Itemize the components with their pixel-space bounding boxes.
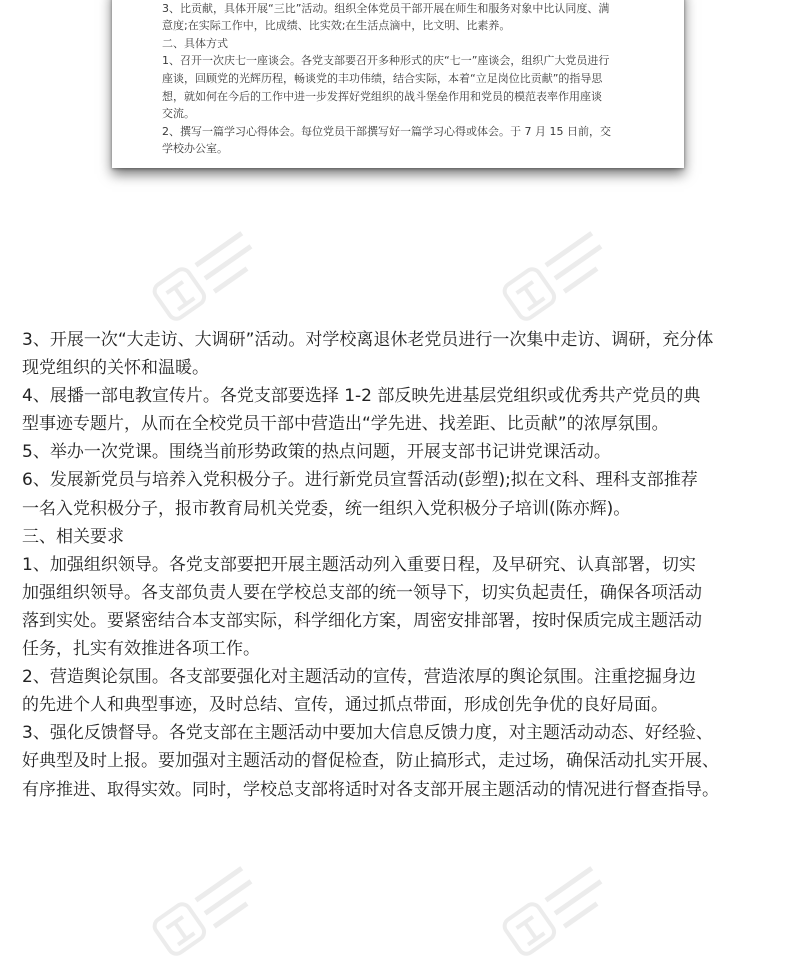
document-body bbox=[22, 326, 792, 804]
paragraph-line: 3、开展一次“大走访、大调研”活动。对学校离退休老党员进行一次集中走访、调研，充分体 bbox=[22, 330, 714, 350]
paragraph-line: 6、发展新党员与培养入党积极分子。进行新党员宣誓活动(彭塑);拟在文科、理科支部推荐 bbox=[22, 470, 698, 491]
paragraph-line: 好典型及时上报。要加强对主题活动的督促检查，防止搞形式，走过场，确保活动扎实开展、 bbox=[22, 751, 719, 772]
preview-line: 交流。 bbox=[162, 107, 195, 121]
paragraph-line: 加强组织领导。各支部负责人要在学校总支部的统一领导下，切实负起责任，确保各项活动 bbox=[22, 582, 702, 603]
preview-text-block bbox=[162, 0, 642, 158]
paragraph-line: 任务，扎实有效推进各项工作。 bbox=[22, 639, 260, 660]
paragraph-line: 落到实处。要紧密结合本支部实际，科学细化方案，周密安排部署，按时保质完成主题活动 bbox=[22, 610, 702, 631]
preview-line: 座谈，回顾党的光辉历程，畅谈党的丰功伟绩，结合实际，本着“立足岗位比贡献”的指导思 bbox=[162, 71, 603, 85]
paragraph-line: 3、强化反馈督导。各党支部在主题活动中要加大信息反馈力度，对主题活动动态、好经验、 bbox=[22, 723, 713, 744]
watermark-logo-icon bbox=[494, 851, 627, 969]
preview-line: 1、召开一次庆七一座谈会。各党支部要召开多种形式的庆“七一”座谈会，组织广大党员进行 bbox=[162, 54, 610, 68]
preview-line: 想，就如何在今后的工作中进一步发挥好党组织的战斗堡垒作用和党员的模范表率作用座谈 bbox=[162, 89, 602, 103]
section-heading: 三、相关要求 bbox=[22, 526, 124, 547]
preview-line: 意度;在实际工作中，比成绩、比实效;在生活点滴中，比文明、比素养。 bbox=[162, 19, 511, 33]
document-preview-sheet bbox=[112, 0, 684, 168]
preview-line: 3、比贡献，具体开展“三比”活动。组织全体党员干部开展在师生和服务对象中比认同度、满 bbox=[162, 1, 610, 15]
preview-section-heading: 二、具体方式 bbox=[162, 36, 228, 50]
paragraph-line: 的先进个人和典型事迹，及时总结、宣传，通过抓点带面，形成创先争优的良好局面。 bbox=[22, 695, 668, 716]
paragraph-line: 一名入党积极分子，报市教育局机关党委，统一组织入党积极分子培训(陈亦辉)。 bbox=[22, 498, 631, 519]
watermark-logo-icon bbox=[144, 851, 277, 969]
preview-line: 学校办公室。 bbox=[162, 142, 228, 156]
paragraph-line: 现党组织的关怀和温暖。 bbox=[22, 358, 209, 379]
paragraph-line: 5、举办一次党课。围绕当前形势政策的热点问题，开展支部书记讲党课活动。 bbox=[22, 442, 611, 463]
paragraph-line: 有序推进、取得实效。同时，学校总支部将适时对各支部开展主题活动的情况进行督查指导。 bbox=[22, 779, 719, 800]
paragraph-line: 型事迹专题片，从而在全校党员干部中营造出“学先进、找差距、比贡献”的浓厚氛围。 bbox=[22, 414, 669, 435]
paragraph-line: 4、展播一部电教宣传片。各党支部要选择 1-2 部反映先进基层党组织或优秀共产党员的典 bbox=[22, 386, 701, 407]
paragraph-line: 1、加强组织领导。各党支部要把开展主题活动列入重要日程，及早研究、认真部署，切实 bbox=[22, 554, 696, 575]
preview-line: 2、撰写一篇学习心得体会。每位党员干部撰写好一篇学习心得或体会。于 7 月 15 日前，交 bbox=[162, 124, 611, 138]
watermark-logo-icon bbox=[494, 216, 627, 334]
paragraph-line: 2、营造舆论氛围。各支部要强化对主题活动的宣传，营造浓厚的舆论氛围。注重挖掘身边 bbox=[22, 667, 696, 688]
watermark-logo-icon bbox=[144, 216, 277, 334]
